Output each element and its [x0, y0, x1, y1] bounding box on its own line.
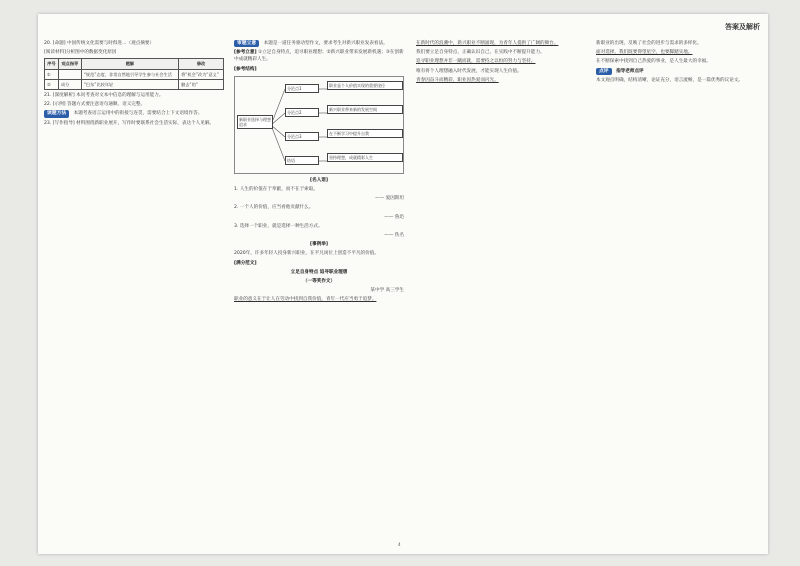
column-3 [416, 40, 586, 86]
table-header: 修改 [179, 59, 224, 69]
table-cell: ② [45, 79, 59, 89]
essay-title: 立足自身特点 追寻职业理想 [290, 269, 348, 275]
quote-2-source: —— 鲁迅 [384, 214, 404, 220]
question-22: 22. [示例] 答题方式要注意语句通顺、语义完整。 [44, 102, 146, 108]
intro-tag: 审题立意 [234, 40, 259, 47]
diagram-branch: 分论点1 [285, 84, 319, 93]
quote-1-source: —— 爱因斯坦 [374, 196, 404, 202]
reference-label: [参考立意] [234, 50, 257, 56]
diagram-node: 坚持理想，成就精彩人生 [327, 153, 403, 162]
table-cell: 将“机会”改为“意义” [179, 69, 224, 79]
essay-paragraph: 我们要立足自身特点，正确认识自己，在实践中不断提升能力。 [416, 50, 545, 56]
page-number: 4 [398, 542, 401, 547]
case-title: [事例举] [310, 242, 328, 248]
table-header: 序号 [45, 59, 59, 69]
answer-sheet [38, 14, 768, 554]
table-cell [58, 69, 81, 79]
comment-block [596, 68, 762, 75]
diagram-branch: 结语 [285, 156, 319, 165]
table-cell: ① [45, 69, 59, 79]
table-header: 题解 [81, 59, 178, 69]
essay-author: 某中学 高三学生 [370, 288, 404, 294]
answer-table [44, 58, 224, 90]
essay-paragraph: 新职业的出现，反映了社会的进步与需求的多样化。 [596, 41, 702, 46]
essay-paragraph: 唯有将个人理想融入时代发展，才能实现人生价值。 [416, 68, 522, 74]
question-20: 20. [命题] 中国传统文化需要与时俱进...（观点摘要） [44, 41, 155, 46]
essay-paragraph: 在不断探索中找到自己热爱的事业，是人生最大的幸福。 [596, 59, 711, 65]
column-2 [234, 40, 404, 306]
essay-paragraph: 追寻职业理想并非一蹴而就，需要持之以恒的努力与坚持。 [416, 59, 536, 65]
quote-2: 2. 一个人的价值，应当看他贡献什么。 [234, 205, 314, 211]
intro-text: 本题是一道任务驱动型作文，要求考生对新兴职业发表看法。 [263, 41, 388, 46]
question-20-note: [阅读材料]分析图中的数据变化原因 [44, 50, 117, 56]
table-cell: “巴东”比较年轻 [81, 79, 178, 89]
table-cell: “规范”态度，非常自然地引导学生参与社会生活 [81, 69, 178, 79]
tip-tag: 读题方法 [44, 110, 69, 117]
question-21: 21. [深度解析] 本问考查对文本中信息的理解与运用能力。 [44, 93, 164, 99]
quote-3: 3. 选择一个职业，就是选择一种生活方式。 [234, 223, 323, 229]
essay-paragraph: 青春因奋斗而精彩，职业因热爱而闪光。 [416, 77, 499, 83]
essay-paragraph: 面对选择，我们既要仰望星空，也要脚踏实地。 [596, 50, 693, 56]
table-row [45, 69, 224, 79]
diagram-node: 新兴职业带来新的发展空间 [327, 105, 403, 114]
comment-head: 指导老师点评 [616, 68, 644, 74]
table-cell: 成分 [58, 79, 81, 89]
intro-block [234, 40, 404, 47]
quote-3-source: —— 佚名 [384, 233, 404, 239]
diagram-branch: 分论点3 [285, 132, 319, 141]
diagram-node: 在不断学习中提升自我 [327, 129, 403, 138]
essay-paragraph: 在新时代的浪潮中，新兴职业不断涌现，为青年人提供了广阔的舞台。 [416, 41, 559, 46]
quote-1: 1. 人生的价值在于奉献，而不在于索取。 [234, 187, 318, 193]
quotes-title: [名人语] [310, 177, 328, 183]
diagram-center: 新职业选择与理想追求 [239, 116, 271, 127]
tip-block [44, 110, 224, 117]
diagram-branch: 分论点2 [285, 108, 319, 117]
question-23: 23. [写作指导] 材料围绕新职业展开，写作时要联系社会生活实际，表达个人见解。 [44, 120, 215, 126]
table-header: 观点指导 [58, 59, 81, 69]
comment-text: 本文观点明确，结构清晰，论证充分，语言流畅，是一篇优秀的议论文。 [596, 77, 744, 83]
essay-subtitle: （一等奖作文） [302, 279, 336, 285]
essay-text: 职业的意义在于让人在劳动中找到自我价值，青年一代应当勇于追梦。 [234, 297, 377, 303]
structure-diagram [234, 76, 404, 174]
table-cell: 删去“的” [179, 79, 224, 89]
diagram-node: 职业是个人价值实现的重要途径 [327, 81, 403, 90]
essay-label: [满分范文] [234, 260, 257, 266]
comment-tag: 点评 [596, 68, 612, 75]
tip-text: 本题考查语言运用中的衔接与连贯，需要结合上下文语境作答。 [73, 111, 203, 117]
table-row [45, 79, 224, 89]
page-header-title: 答案及解析 [725, 23, 760, 31]
reference-block [234, 49, 404, 63]
column-4 [596, 40, 762, 86]
diagram-title: [参考结构] [234, 66, 257, 72]
reference-text: ①立足自身特点，追寻职业理想；②新兴职业带来发展新机遇；③在创新中成就精彩人生。 [234, 50, 404, 63]
column-1 [44, 40, 224, 129]
case-text: 2020年，许多年轻人投身新兴职业，在平凡岗位上创造不平凡的价值。 [234, 251, 379, 257]
